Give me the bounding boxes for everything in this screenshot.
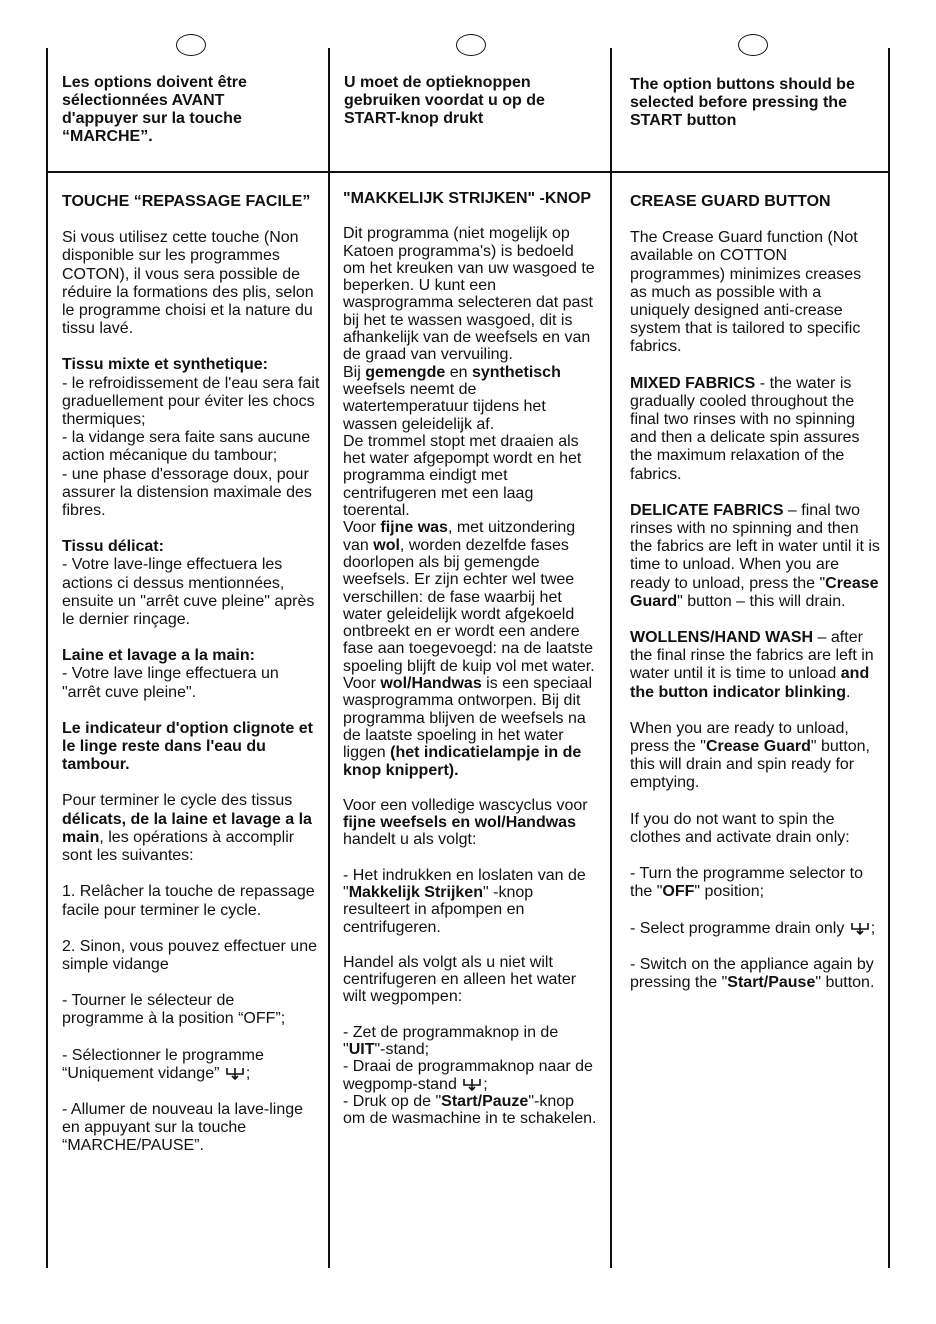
fr-mixed-1: - le refroidissement de l'eau sera fait graduellement pour éviter les chocs thermiques; — [62, 374, 320, 429]
fr-wool-heading: Laine et lavage a la main: — [62, 647, 255, 665]
drain-icon — [461, 1076, 483, 1092]
fr-bullet-1: - Tourner le sélecteur de programme à la position “OFF”; — [62, 992, 286, 1028]
en-nospin: If you do not want to spin the clothes and activate drain only: — [630, 810, 850, 846]
en-title: CREASE GUARD BUTTON — [630, 193, 831, 210]
nl-p5: Voor wol/Handwas is een speciaal wasprogramma ontworpen. Bij dit programma blijven de weefsels na de laatste spoeling in het water liggen (het indicatielampje in de knop knippert). — [343, 675, 593, 779]
fr-circle-icon — [176, 34, 206, 56]
en-note: The option buttons should be selected before pressing the START button — [630, 76, 855, 129]
nl-p2: Bij gemengde en synthetisch weefsels neemt de watertemperatuur tijdens het wassen geleidelijk af. — [343, 363, 561, 433]
fr-step-1: 1. Relâcher la touche de repassage facile pour terminer le cycle. — [62, 883, 315, 919]
en-step-2: - Select programme drain only ; — [630, 919, 876, 937]
nl-p8: Handel als volgt als u niet wilt centrifugeren en alleen het water wilt wegpompen: — [343, 953, 577, 1006]
fr-delicate-text: - Votre lave-linge effectuera les actions ci dessus mentionnées, ensuite un "arrêt cuve pleine" après le dernier rinçage. — [62, 556, 315, 629]
nl-column — [343, 190, 599, 1128]
en-column — [630, 193, 880, 1010]
column-divider-right — [610, 48, 612, 1268]
header-bottom-rule — [46, 171, 890, 173]
nl-p1: Dit programma (niet mogelijk op Katoen programma's) is bedoeld om het kreuken van uw wasgoed te beperken. U kunt een wasprogramma selecteren dat past bij het te wassen wasgoed, dit is afhankelijk van de weefsels en van de graad van vervuiling. — [343, 225, 595, 364]
fr-note: Les options doivent être sélectionnées AVANT d'appuyer sur la touche “MARCHE”. — [62, 74, 247, 145]
en-step-1: - Turn the programme selector to the "OFF" position; — [630, 865, 863, 901]
en-intro: The Crease Guard function (Not available on COTTON programmes) minimizes creases as much as possible with a uniquely designed anti-crease system that is tailored to specific fabrics. — [630, 229, 862, 356]
drain-icon — [849, 920, 871, 936]
fr-mixed-heading: Tissu mixte et synthetique: — [62, 356, 268, 374]
column-divider-left — [46, 48, 48, 1268]
en-delicate: DELICATE FABRICS – final two rinses with no spinning and then the fabrics are left in water until it is time to unload. When you are ready to unload, press the "Crease Guard" button – this will drain. — [630, 501, 880, 610]
fr-intro: Si vous utilisez cette touche (Non disponible sur les programmes COTON), il vous sera possible de réduire la formations des plis, selon le programme choisi et la nature du tissu lavé. — [62, 229, 314, 338]
en-circle-icon — [738, 34, 768, 56]
nl-p6: Voor een volledige wascyclus voor fijne weefsels en wol/Handwas handelt u als volgt: — [343, 796, 588, 849]
fr-indicator-text: Le indicateur d'option clignote et le linge reste dans l'eau du tambour. — [62, 719, 313, 774]
nl-note: U moet de optieknoppen gebruiken voordat u op de START-knop drukt — [344, 74, 545, 127]
nl-p7: - Het indrukken en loslaten van de "Makkelijk Strijken" -knop resulteert in afpompen en centrifugeren. — [343, 866, 586, 936]
column-divider-far-right — [888, 48, 890, 172]
fr-title: TOUCHE “REPASSAGE FACILE” — [62, 193, 311, 210]
en-step-3: - Switch on the appliance again by pressing the "Start/Pause" button. — [630, 955, 875, 991]
nl-title: "MAKKELIJK STRIJKEN" -KNOP — [343, 190, 592, 207]
nl-p3: De trommel stopt met draaien als het water afgepompt wordt en het programma eindigt met centrifugeren met een laag toerental. — [343, 432, 582, 520]
nl-p10: - Draai de programmaknop naar de wegpomp-stand ; — [343, 1058, 593, 1093]
nl-circle-icon — [456, 34, 486, 56]
en-wool: WOLLENS/HAND WASH – after the final rinse the fabrics are left in water until it is time to unload and the button indicator blinking. — [630, 629, 874, 701]
en-ready: When you are ready to unload, press the "Crease Guard" button, this will drain and spin ready for emptying. — [630, 719, 870, 792]
fr-finish: Pour terminer le cycle des tissus délicats, de la laine et lavage a la main, les opérations à accomplir sont les suivantes: — [62, 792, 312, 865]
fr-bullet-2: - Sélectionner le programme “Uniquement vidange” ; — [62, 1046, 264, 1082]
fr-step-2: 2. Sinon, vous pouvez effectuer une simple vidange — [62, 937, 317, 973]
drain-icon — [224, 1065, 246, 1081]
fr-column — [62, 193, 320, 1174]
fr-mixed-2: - la vidange sera faite sans aucune action mécanique du tambour; — [62, 429, 311, 465]
column-divider-middle — [328, 48, 330, 1268]
fr-mixed-3: - une phase d'essorage doux, pour assurer la distension maximale des fibres. — [62, 465, 312, 520]
column-divider-far-right-lower — [888, 172, 890, 1268]
fr-wool-text: - Votre lave linge effectuera un "arrêt cuve pleine". — [62, 665, 279, 701]
nl-p9: - Zet de programmaknop in de "UIT"-stand; — [343, 1023, 559, 1059]
fr-bullet-3: - Allumer de nouveau la lave-linge en appuyant sur la touche “MARCHE/PAUSE”. — [62, 1100, 304, 1155]
nl-p11: - Druk op de "Start/Pauze"-knop om de wasmachine in te schakelen. — [343, 1092, 597, 1128]
fr-delicate-heading: Tissu délicat: — [62, 538, 164, 556]
en-mixed: MIXED FABRICS - the water is gradually cooled throughout the final two rinses with no spinning and then a delicate spin assures the maximum relaxation of the fabrics. — [630, 374, 860, 483]
nl-p4: Voor fijne was, met uitzondering van wol, worden dezelfde fases doorlopen als bij gemengde weefsels. Er zijn echter wel twee verschillen: de fase waarbij het water geleidelijk wordt afgekoeld ontbreekt en er wordt een andere fase aan toegevoegd: na de laatste spoeling blijft de kuip vol met water. — [343, 519, 595, 675]
